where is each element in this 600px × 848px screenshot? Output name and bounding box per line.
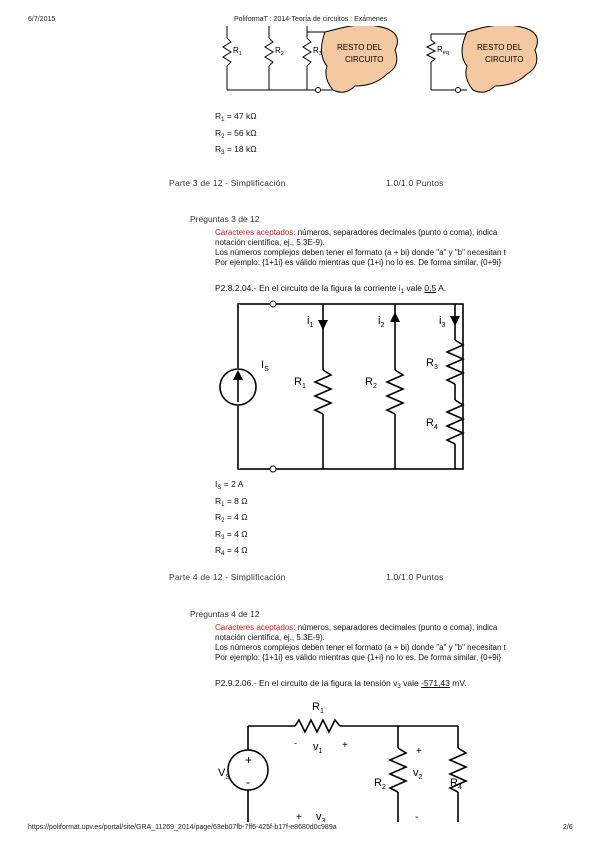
values-list-2 [215, 478, 248, 561]
v3-plus: + [296, 812, 302, 822]
i2-label: i [378, 315, 381, 327]
value-r2: $R_2 = 4$ Ω [215, 512, 248, 524]
part3-prompt: P2.8.2.04.- En el circuito de la figura la corriente $i_1$ vale 0,5 A. [215, 283, 447, 295]
r1-label: R [233, 46, 239, 55]
svg-text:R2 [275, 46, 284, 57]
r3-sub: 3 [318, 51, 322, 57]
part3-score: 1.0/1.0 Puntos [386, 178, 444, 188]
part4-score: 1.0/1.0 Puntos [386, 572, 444, 582]
r3-circuit-label: R [426, 357, 434, 369]
svg-text:R2: $R_2$ [374, 777, 386, 791]
svg-text:i3: $i_3$ [439, 315, 446, 329]
svg-text:VS: $V_S$ [218, 767, 231, 781]
r1-top-label: R [312, 701, 320, 713]
svg-text:i1: $i_1$ [307, 315, 314, 329]
svg-text:R1: $R_1$ [312, 701, 324, 715]
part4-prompt: P2.9.2.06.- En el circuito de la figura la tensión $v_3$ vale -571,43 mV. [215, 678, 467, 690]
req-sub: eq [442, 50, 449, 56]
part4-question-header: Preguntas 4 de 12 [190, 609, 260, 619]
svg-text:IS: $I_S$ [261, 359, 269, 373]
req-label: R [437, 45, 443, 54]
part3-answer[interactable]: 0,5 [424, 283, 437, 293]
box2-line1: RESTO DEL [477, 43, 523, 52]
part4-line4: Por ejemplo: {1+1i} es válido mientras que {1+i} no lo es. De forma similar, {0+9i} [215, 653, 502, 662]
svg-text:R1 [233, 46, 242, 57]
r4-right-label: R [450, 777, 458, 789]
value-r1: $R_1 = 47$ kΩ [215, 111, 257, 123]
box2-line2: CIRCUITO [485, 55, 524, 64]
r2-bottom-label: R [374, 777, 382, 789]
part3-circuit-figure [205, 296, 475, 478]
page-number: 2/6 [563, 824, 573, 831]
v2-plus: + [416, 746, 422, 757]
r1-circuit-label: R [294, 376, 302, 388]
i3-label: i [439, 315, 442, 327]
v1-label: v [313, 741, 319, 753]
part4-answer[interactable]: -571,43 [421, 678, 450, 688]
r2-label: R [275, 46, 281, 55]
vs-minus: - [246, 775, 250, 789]
svg-text:Req [437, 45, 449, 56]
r2-circuit-label: R [365, 376, 373, 388]
part3-line2: notación científica, ej., 5.3E-9). [215, 238, 325, 247]
svg-text:R4: $R_4$ [450, 777, 462, 791]
vs-plus: + [245, 753, 253, 767]
value-r2: $R_2 = 56$ kΩ [215, 127, 257, 140]
svg-text:R4: $R_4$ [426, 417, 438, 431]
box1-line1: RESTO DEL [337, 43, 383, 52]
v2-minus: - [415, 812, 419, 822]
part3-label: Parte 3 de 12 - Simplificación [169, 178, 286, 188]
v1-minus: - [294, 738, 297, 748]
r2-sub: 2 [280, 51, 284, 57]
top-circuit-figure [205, 26, 545, 108]
i1-label: i [307, 315, 310, 327]
print-date: 6/7/2015 [28, 16, 56, 23]
part4-accepted: Caracteres aceptados: números, separadores decimales (punto o coma), indica [215, 623, 498, 632]
svg-text:R2: $R_2$ [365, 376, 377, 390]
r3-label: R [313, 46, 319, 55]
part4-label: Parte 4 de 12 - Simplificación [169, 572, 286, 582]
box1-circuit: CIRCUITO [345, 55, 384, 64]
part4-line2: notación científica, ej., 5.3E-9). [215, 633, 325, 642]
v2-label: v [413, 767, 419, 779]
vs-label: V [218, 767, 226, 779]
svg-text:v3: $v_3$ [316, 811, 326, 822]
value-r4: $R_4 = 4$ Ω [215, 545, 248, 557]
svg-text:R3: $R_3$ [426, 357, 438, 371]
r4-circuit-label: R [426, 417, 434, 429]
part4-line3: Los números complejos deben tener el formato (a + bi) donde "a" y "b" necesitan t [215, 643, 506, 652]
value-is: $I_S = 2$ A [215, 479, 244, 491]
part3-line4: Por ejemplo: {1+1i} es válido mientras que {1+i} no lo es. De forma similar, {0+9i} [215, 258, 502, 267]
value-r3: $R_3 = 4$ Ω [215, 528, 248, 541]
part3-line3: Los números complejos deben tener el formato (a + bi) donde "a" y "b" necesitan t [215, 248, 506, 257]
r1-sub: 1 [238, 51, 242, 57]
part3-question-header: Preguntas 3 de 12 [190, 214, 260, 224]
values-list-1 [215, 110, 257, 160]
part3-accepted: Caracteres aceptados: números, separadores decimales (punto o coma), indica [215, 228, 498, 237]
svg-text:R3 [313, 46, 322, 57]
svg-text:v2: $v_2$ [413, 767, 423, 781]
footer-url: https://poliformat.upv.es/portal/site/GRA_11269_2014/page/63eb07fb-7ff6-425f-b17f-e8680d0c989a [28, 824, 337, 831]
is-label: I [261, 359, 265, 371]
svg-text:R1: $R_1$ [294, 376, 306, 390]
value-r3: $R_3 = 18$ kΩ [215, 144, 257, 156]
svg-text:v1: $v_1$ [313, 741, 323, 755]
v3-label: v [316, 811, 322, 822]
v1-plus: + [342, 740, 348, 751]
value-r1: $R_1 = 8$ Ω [215, 495, 248, 508]
page-title: PoliformaT : 2014-Teoría de circuitos : Exámenes [234, 16, 388, 23]
part4-circuit-figure [200, 692, 480, 822]
svg-text:i2: $i_2$ [378, 315, 385, 329]
